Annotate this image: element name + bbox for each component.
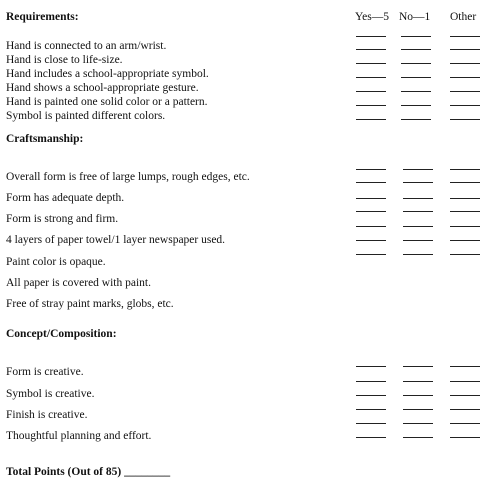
no-blank[interactable] <box>401 105 431 106</box>
other-blank[interactable] <box>450 395 480 396</box>
requirements-heading: Requirements: <box>6 11 79 23</box>
other-blank[interactable] <box>450 226 480 227</box>
other-blank[interactable] <box>450 49 480 50</box>
other-blank[interactable] <box>450 91 480 92</box>
no-blank[interactable] <box>403 169 433 170</box>
requirement-item: Symbol is painted different colors. <box>6 110 166 122</box>
yes-blank[interactable] <box>356 381 386 382</box>
yes-blank[interactable] <box>356 169 386 170</box>
other-blank[interactable] <box>450 437 480 438</box>
craftsmanship-item: 4 layers of paper towel/1 layer newspaper used. <box>6 234 226 246</box>
total-points-label: Total Points (Out of 85) ________ <box>6 466 171 478</box>
yes-blank[interactable] <box>356 395 386 396</box>
no-blank[interactable] <box>401 63 431 64</box>
craftsmanship-item: Form is strong and firm. <box>6 213 119 225</box>
yes-blank[interactable] <box>356 91 386 92</box>
no-blank[interactable] <box>401 49 431 50</box>
yes-blank[interactable] <box>356 36 386 37</box>
yes-blank[interactable] <box>356 198 386 199</box>
no-blank[interactable] <box>403 226 433 227</box>
requirement-item: Hand includes a school-appropriate symbol. <box>6 68 209 80</box>
no-blank[interactable] <box>403 182 433 183</box>
no-blank[interactable] <box>403 240 433 241</box>
craftsmanship-item: Form has adequate depth. <box>6 192 125 204</box>
yes-blank[interactable] <box>356 226 386 227</box>
other-blank[interactable] <box>450 381 480 382</box>
other-blank[interactable] <box>450 119 480 120</box>
yes-blank[interactable] <box>356 182 386 183</box>
other-blank[interactable] <box>450 36 480 37</box>
craftsmanship-item: Paint color is opaque. <box>6 256 106 268</box>
concept-item: Symbol is creative. <box>6 388 95 400</box>
yes-blank[interactable] <box>356 423 386 424</box>
yes-blank[interactable] <box>356 211 386 212</box>
yes-blank[interactable] <box>356 105 386 106</box>
other-column-header: Other <box>450 11 477 23</box>
no-blank[interactable] <box>403 395 433 396</box>
no-blank[interactable] <box>403 211 433 212</box>
no-blank[interactable] <box>403 409 433 410</box>
other-blank[interactable] <box>450 105 480 106</box>
yes-blank[interactable] <box>356 240 386 241</box>
other-blank[interactable] <box>450 423 480 424</box>
no-blank[interactable] <box>403 381 433 382</box>
yes-blank[interactable] <box>356 119 386 120</box>
other-blank[interactable] <box>450 211 480 212</box>
no-blank[interactable] <box>403 423 433 424</box>
craftsmanship-item: All paper is covered with paint. <box>6 277 151 289</box>
other-blank[interactable] <box>450 240 480 241</box>
no-column-header: No—1 <box>399 11 431 23</box>
no-blank[interactable] <box>403 198 433 199</box>
other-blank[interactable] <box>450 198 480 199</box>
no-blank[interactable] <box>403 366 433 367</box>
no-blank[interactable] <box>401 119 431 120</box>
concept-item: Finish is creative. <box>6 409 88 421</box>
other-blank[interactable] <box>450 366 480 367</box>
requirement-item: Hand is connected to an arm/wrist. <box>6 40 167 52</box>
other-blank[interactable] <box>450 182 480 183</box>
no-blank[interactable] <box>403 254 433 255</box>
yes-blank[interactable] <box>356 366 386 367</box>
yes-blank[interactable] <box>356 49 386 50</box>
concept-heading: Concept/Composition: <box>6 328 117 340</box>
concept-item: Form is creative. <box>6 366 84 378</box>
craftsmanship-item: Overall form is free of large lumps, rough edges, etc. <box>6 171 250 183</box>
yes-blank[interactable] <box>356 63 386 64</box>
yes-blank[interactable] <box>356 437 386 438</box>
craftsmanship-heading: Craftsmanship: <box>6 133 84 145</box>
requirement-item: Hand shows a school-appropriate gesture. <box>6 82 199 94</box>
other-blank[interactable] <box>450 254 480 255</box>
other-blank[interactable] <box>450 409 480 410</box>
yes-blank[interactable] <box>356 409 386 410</box>
yes-blank[interactable] <box>356 77 386 78</box>
no-blank[interactable] <box>401 36 431 37</box>
requirement-item: Hand is painted one solid color or a pattern. <box>6 96 208 108</box>
no-blank[interactable] <box>401 77 431 78</box>
yes-blank[interactable] <box>356 254 386 255</box>
other-blank[interactable] <box>450 169 480 170</box>
other-blank[interactable] <box>450 63 480 64</box>
other-blank[interactable] <box>450 77 480 78</box>
yes-column-header: Yes—5 <box>355 11 389 23</box>
no-blank[interactable] <box>401 91 431 92</box>
requirement-item: Hand is close to life-size. <box>6 54 123 66</box>
no-blank[interactable] <box>403 437 433 438</box>
craftsmanship-item: Free of stray paint marks, globs, etc. <box>6 298 174 310</box>
concept-item: Thoughtful planning and effort. <box>6 430 152 442</box>
